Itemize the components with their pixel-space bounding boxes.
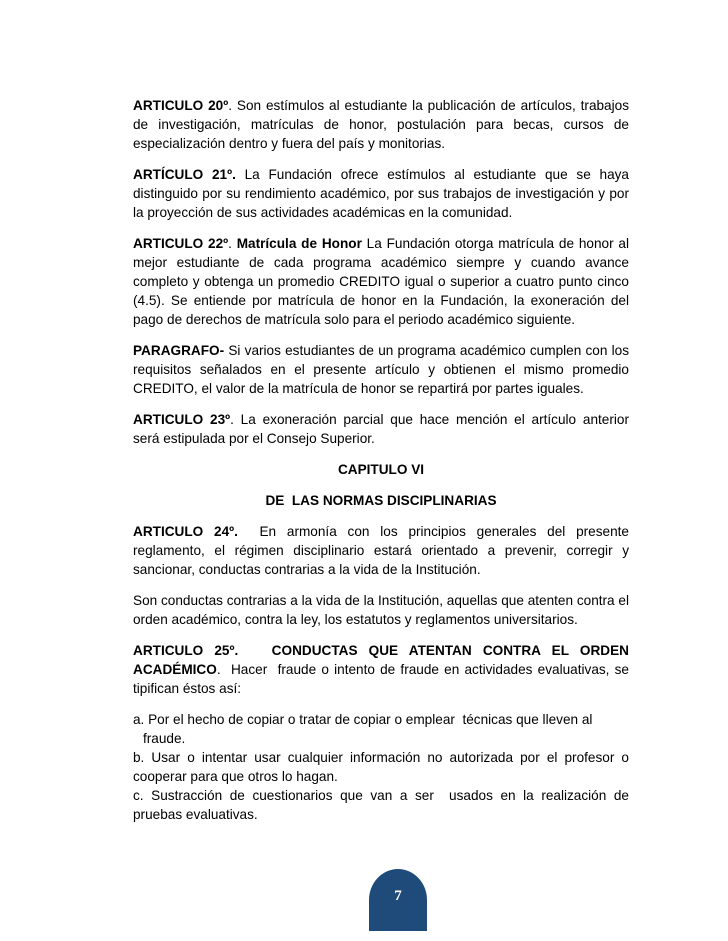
list-item-a: a. Por el hecho de copiar o tratar de copiar o emplear técnicas que lleven al xyxy=(133,712,593,727)
article-24-text: En armonía con los principios generales del presente reglamento, el régimen disciplinario estará orientado a prevenir, corregir y sancionar, conductas contrarias a la vida de la Institución. xyxy=(133,524,633,577)
article-21-text: La Fundación ofrece estímulos al estudiante que se haya distinguido por su rendimiento académico, por sus trabajos de investigación y por la proyección de sus actividades académicas en la comunidad. xyxy=(133,167,629,220)
article-22-subheading: Matrícula de Honor xyxy=(236,236,362,251)
article-23-text: . La exoneración parcial que hace mención el artículo anterior será estipulada por el Consejo Superior. xyxy=(133,412,629,446)
article-20 xyxy=(133,96,629,153)
article-22-heading: ARTICULO 22º xyxy=(133,236,229,251)
article-24-heading: ARTICULO 24º. xyxy=(133,524,238,539)
article-21-heading: ARTÍCULO 21º. xyxy=(133,167,236,182)
paragrafo-heading: PARAGRAFO- xyxy=(133,343,225,358)
fraud-list xyxy=(133,710,633,824)
document-body xyxy=(133,96,633,824)
article-20-heading: ARTICULO 20º xyxy=(133,98,229,113)
article-23 xyxy=(133,410,629,448)
chapter-title: CAPITULO VI xyxy=(337,462,425,477)
article-23-heading: ARTICULO 23º xyxy=(133,412,231,427)
article-21 xyxy=(133,165,629,222)
chapter-subtitle: DE LAS NORMAS DISCIPLINARIAS xyxy=(265,493,497,508)
list-item-c: c. Sustracción de cuestionarios que van a ser usados en la realización de pruebas evaluativas. xyxy=(133,788,633,822)
paragrafo-text: Si varios estudiantes de un programa académico cumplen con los requisitos señalados en el presente artículo y obtienen el mismo promedio CREDITO, el valor de la matrícula de honor se repartirá por partes iguales. xyxy=(133,343,629,396)
list-item-a-continuation: fraude. xyxy=(143,731,186,746)
article-20-text: . Son estímulos al estudiante la publicación de artículos, trabajos de investigación, matrículas de honor, postulación para becas, cursos de especialización dentro y fuera del país y monitorias. xyxy=(133,98,629,151)
article-25-heading: ARTICULO 25º. CONDUCTAS QUE ATENTAN CONTRA EL ORDEN ACADÉMICO xyxy=(133,643,633,677)
article-22: ARTICULO 22º. Matrícula de Honor La Fundación otorga matrícula de honor al mejor estudiante de cada programa académico siempre y cuando avance completo y obtenga un promedio CREDITO igual o superior a cuatro punto cinco (4.5). Se entiende por matrícula de honor en la Fundación, la exoneración del pago de derechos de matrícula solo para el periodo académico siguiente. xyxy=(133,236,629,327)
page-number-badge: 7 xyxy=(369,869,427,931)
article-22-text: La Fundación otorga matrícula de honor al mejor estudiante de cada programa académico siempre y cuando avance completo y obtenga un promedio CREDITO igual o superior a cuatro punto cinco (4.5). Se entiende por matrícula de honor en la Fundación, la exoneración del pago de derechos de matrícula solo para el periodo académico siguiente. xyxy=(133,236,629,327)
article-25-text: . Hacer fraude o intento de fraude en actividades evaluativas, se tipifican éstos así: xyxy=(133,662,633,696)
paragrafo xyxy=(133,341,629,398)
conductas-paragraph: Son conductas contrarias a la vida de la Institución, aquellas que atenten contra el orden académico, contra la ley, los estatutos y reglamentos universitarios. xyxy=(133,593,629,627)
article-24 xyxy=(133,522,633,579)
article-25 xyxy=(133,641,633,698)
list-item-b: b. Usar o intentar usar cualquier información no autorizada por el profesor o cooperar para que otros lo hagan. xyxy=(133,750,629,784)
